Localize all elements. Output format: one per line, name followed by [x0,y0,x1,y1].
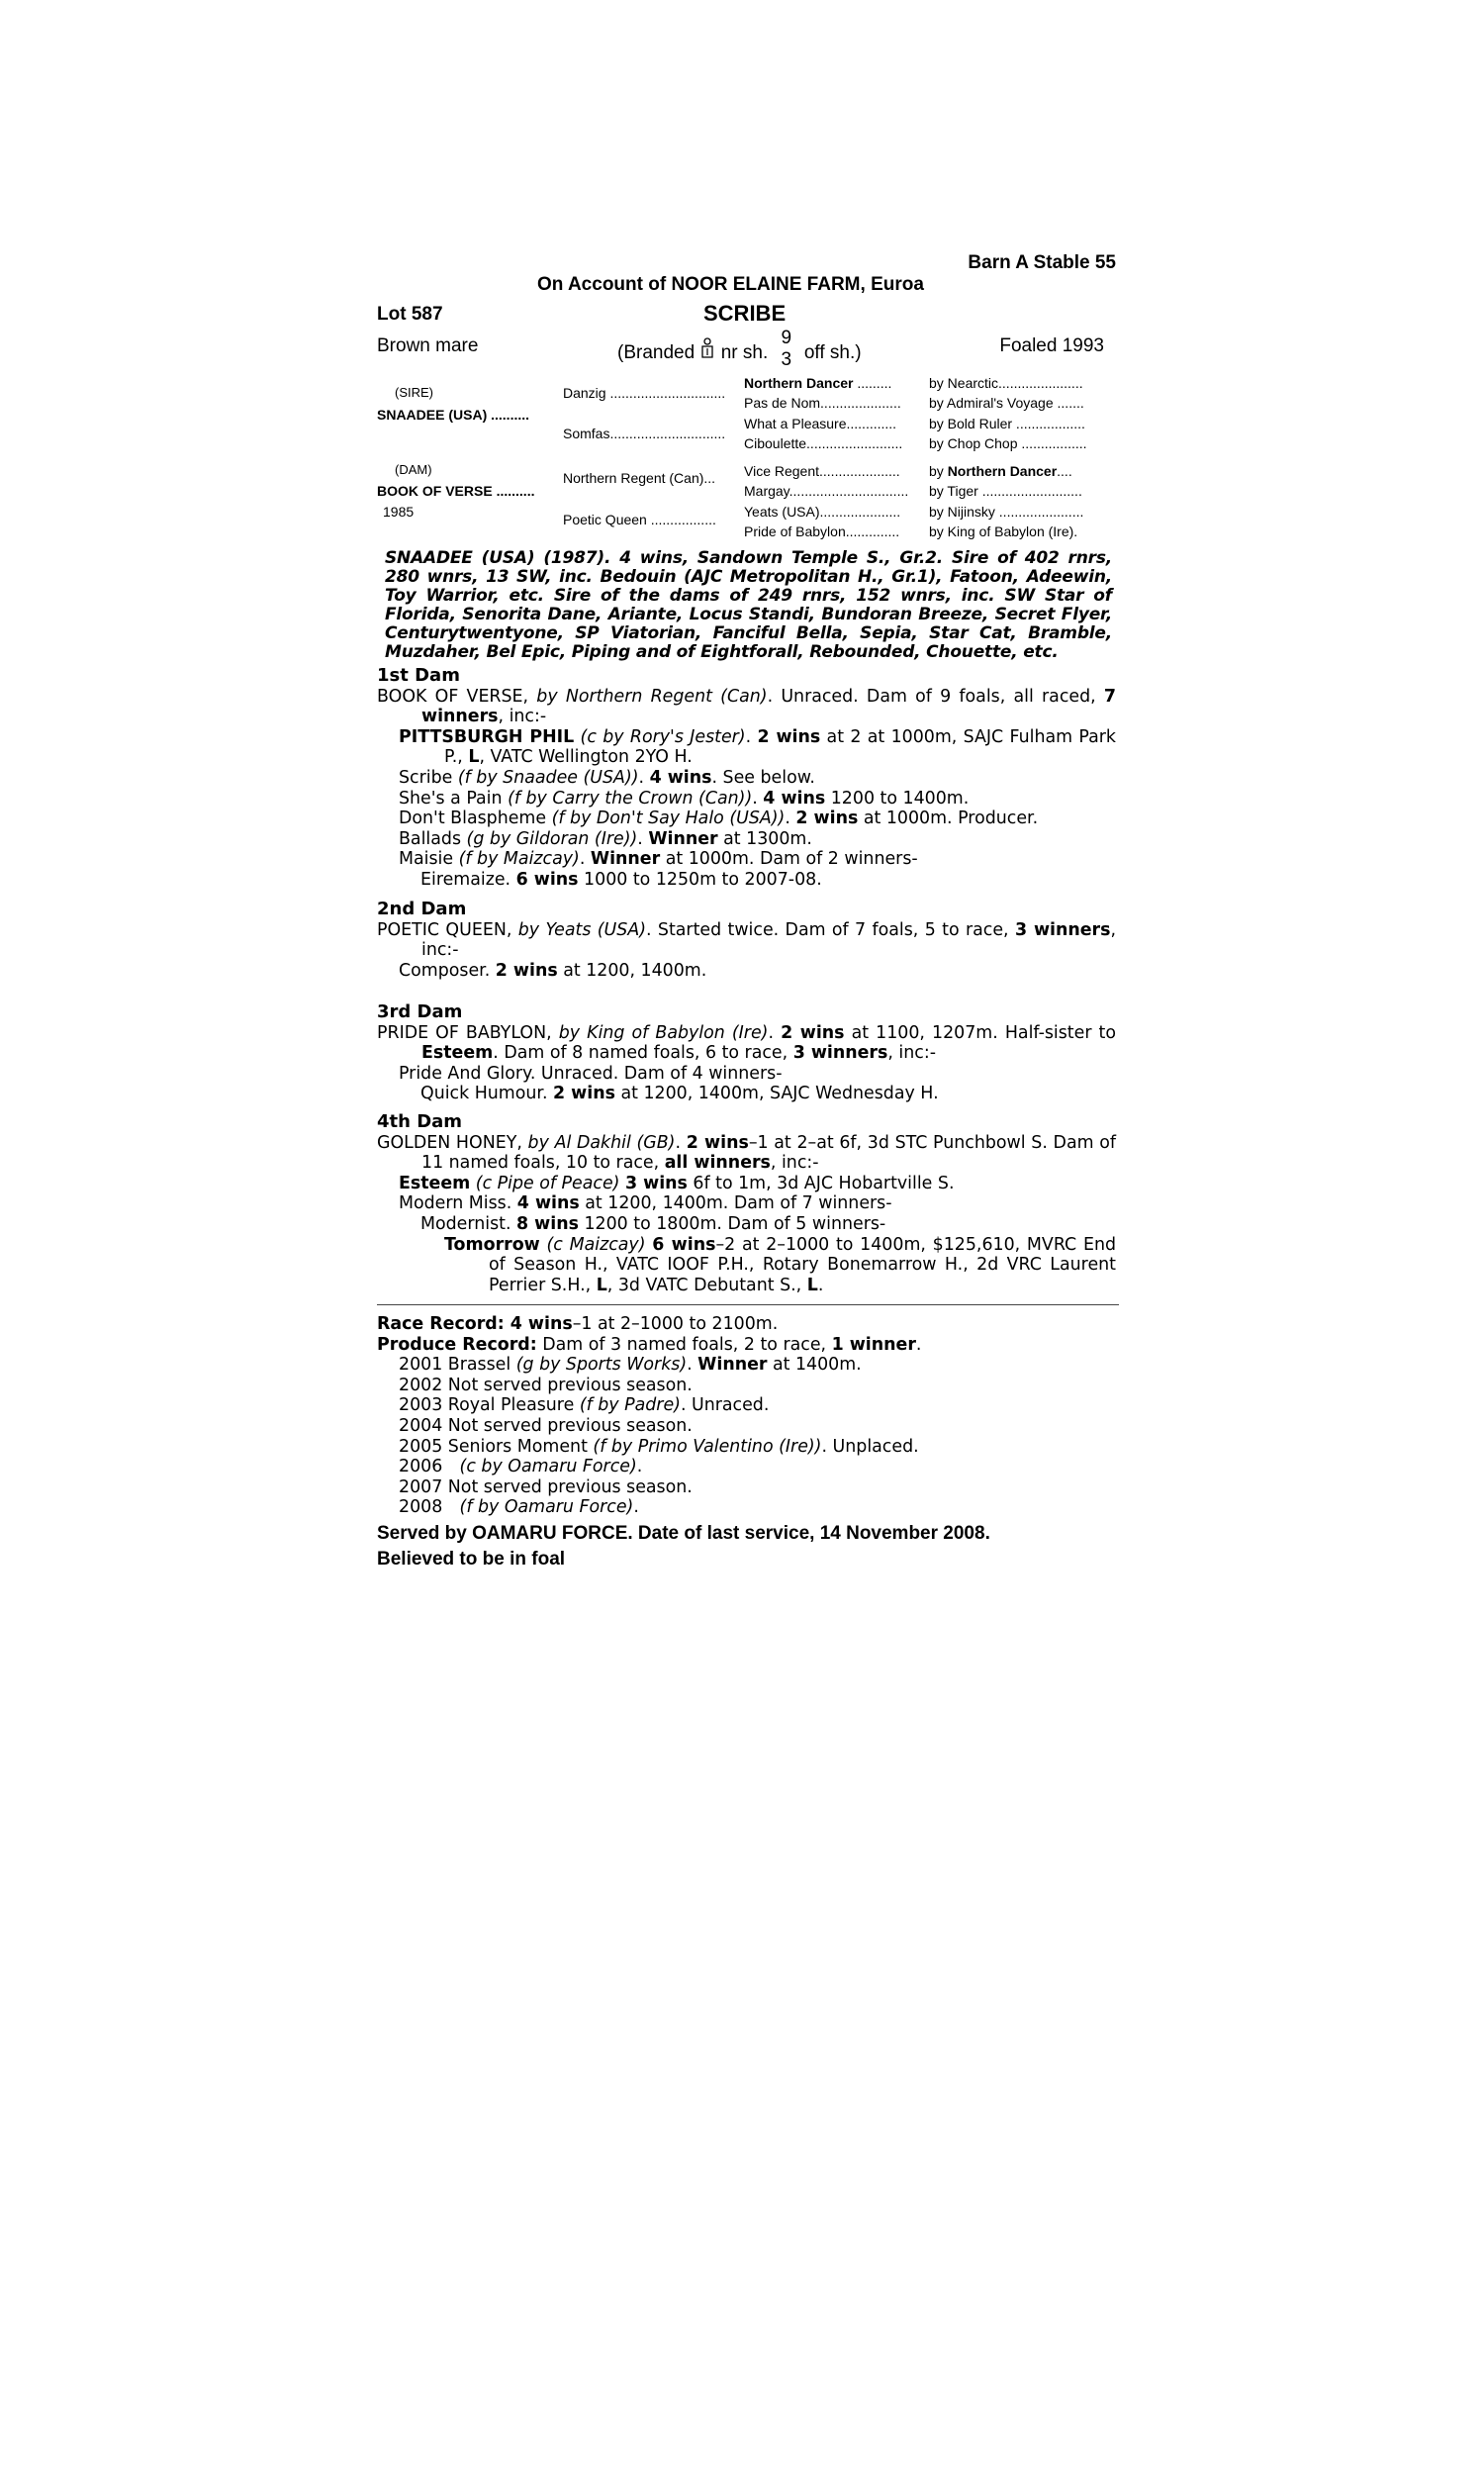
vendor-account: On Account of NOOR ELAINE FARM, Euroa [537,274,924,295]
pedigree-g3-3: by Bold Ruler .................. [929,416,1085,431]
progeny-composer: Composer. 2 wins at 1200, 1400m. [399,960,707,981]
pedigree-g3-1: by Nearctic...................... [929,375,1083,391]
pedigree-g2-4: Ciboulette......................... [744,435,903,451]
pedigree-g3-7: by Nijinsky ...................... [929,504,1084,520]
pedigree-g3-2: by Admiral's Voyage ....... [929,395,1084,411]
progeny-scribe: Scribe (f by Snaadee (USA)). 4 wins. See below. [399,767,815,788]
records-section [377,1314,1116,1570]
progeny-ballads: Ballads (g by Gildoran (Ire)). Winner at 1300m. [399,828,812,849]
brand-prefix: (Branded [617,342,696,363]
brand-suffix: off sh.) [803,342,862,363]
progeny-maisie: Maisie (f by Maizcay). Winner at 1000m. Dam of 2 winners- [399,849,918,870]
race-record: Race Record: 4 wins–1 at 2–1000 to 2100m. [377,1314,779,1334]
fourth-dam-heading: 4th Dam [377,1111,463,1132]
third-dam-heading: 3rd Dam [377,1001,463,1022]
first-dam-entry: BOOK OF VERSE, by Northern Regent (Can). Unraced. Dam of 9 foals, all raced, 7 winners, inc:- [377,686,1116,727]
pedigree-g1-4: Poetic Queen ................. [563,512,716,527]
foal-row: 2006 (c by Oamaru Force). [399,1457,643,1477]
second-dam-entry: POETIC QUEEN, by Yeats (USA). Started twice. Dam of 7 foals, 5 to race, 3 winners, inc:- [377,919,1116,961]
foal-row: 2001 Brassel (g by Sports Works). Winner at 1400m. [399,1355,862,1376]
section-divider [377,1304,1119,1305]
second-dam-section [377,900,1116,981]
pedigree-g2-2: Pas de Nom..................... [744,395,901,411]
pedigree-g2-3: What a Pleasure............. [744,416,897,431]
progeny-shes-a-pain: She's a Pain (f by Carry the Crown (Can)). 4 wins 1200 to 1400m. [399,788,970,809]
barn-stable: Barn A Stable 55 [968,252,1116,273]
foal-row: 2004 Not served previous season. [399,1415,693,1436]
second-dam-heading: 2nd Dam [377,899,467,919]
foal-row: 2002 Not served previous season. [399,1375,693,1395]
foal-row: 2007 Not served previous season. [399,1476,693,1497]
believed-in-foal: Believed to be in foal [377,1548,566,1570]
sire-name: SNAADEE (USA) .......... [377,407,530,423]
pedigree-g3-4: by Chop Chop ................. [929,435,1087,451]
third-dam-section [377,1002,1116,1104]
horse-name: SCRIBE [703,301,787,326]
progeny-quick-humour: Quick Humour. 2 wins at 1200, 1400m, SAJC Wednesday H. [420,1084,939,1104]
pedigree-g3-6: by Tiger .......................... [929,483,1082,499]
brand-near: nr sh. [720,342,769,363]
progeny-tomorrow: Tomorrow (c Maizcay) 6 wins–2 at 2–1000 to 1400m, $125,610, MVRC End of Season H., VATC IOOF P.H., Rotary Bonemarrow H., 2d VRC Laurent Perrier S.H., L, 3d VATC Debutant S., L. [444,1234,1116,1295]
foal-row: 2005 Seniors Moment (f by Primo Valentino (Ire)). Unplaced. [399,1436,919,1457]
dam-year: 1985 [383,504,415,520]
foal-row: 2003 Royal Pleasure (f by Padre). Unraced. [399,1395,770,1416]
pedigree-g1-3: Northern Regent (Can)... [563,470,716,486]
served-by: Served by OAMARU FORCE. Date of last service, 14 November 2008. [377,1522,990,1544]
first-dam-section [377,666,1116,891]
pedigree-g2-6: Margay............................... [744,483,909,499]
progeny-modern-miss: Modern Miss. 4 wins at 1200, 1400m. Dam of 7 winners- [399,1193,892,1214]
colour-sex: Brown mare [377,335,479,356]
brand-description [617,327,862,370]
pedigree-g2-8: Pride of Babylon.............. [744,523,900,539]
brand-mark-icon [699,335,715,361]
fourth-dam-entry: GOLDEN HONEY, by Al Dakhil (GB). 2 wins–1 at 2–at 6f, 3d STC Punchbowl S. Dam of 11 named foals, 10 to race, all winners, inc:- [377,1132,1117,1174]
sire-summary: SNAADEE (USA) (1987). 4 wins, Sandown Temple S., Gr.2. Sire of 402 rnrs, 280 wnrs, 13 SW, inc. Bedouin (AJC Metropolitan H., Gr.1), Fatoon, Adeewin, Toy Warrior, etc. Sire of the dams of 249 rnrs, 152 wnrs, inc. SW Star of Florida, Senorita Dane, Ariante, Locus Standi, Bundoran Breeze, Secret Flyer, Centurytwentyone, SP Viatorian, Fanciful Bella, Sepia, Star Cat, Bramble, Muzdaher, Bel Epic, Piping and of Eightforall, Rebounded, Chouette, etc. [385,548,1112,662]
pedigree-g2-1: Northern Dancer ......... [744,375,892,391]
progeny-pittsburgh-phil: PITTSBURGH PHIL (c by Rory's Jester). 2 wins at 2 at 1000m, SAJC Fulham Park P., L, VATC Wellington 2YO H. [399,726,1116,768]
pedigree-g1-1: Danzig .............................. [563,385,726,401]
pedigree-g3-8: by King of Babylon (Ire). [929,523,1078,539]
pedigree-g3-5: by Northern Dancer.... [929,463,1072,479]
dam-name: BOOK OF VERSE .......... [377,483,535,499]
brand-number-bottom: 3 [781,348,792,370]
brand-number-top: 9 [781,327,792,348]
progeny-pride-and-glory: Pride And Glory. Unraced. Dam of 4 winners- [399,1063,783,1084]
foaled-year: Foaled 1993 [999,335,1104,356]
progeny-eiremaize: Eiremaize. 6 wins 1000 to 1250m to 2007-08. [420,869,822,890]
produce-record: Produce Record: Dam of 3 named foals, 2 to race, 1 winner. [377,1334,922,1355]
progeny-esteem: Esteem (c Pipe of Peace) 3 wins 6f to 1m, 3d AJC Hobartville S. [399,1173,955,1193]
sire-label: (SIRE) [395,385,433,400]
lot-number: Lot 587 [377,304,443,325]
first-dam-heading: 1st Dam [377,665,460,686]
progeny-dont-blaspheme: Don't Blaspheme (f by Don't Say Halo (USA)). 2 wins at 1000m. Producer. [399,809,1039,829]
pedigree-g2-7: Yeats (USA)..................... [744,504,901,520]
foal-row: 2008 (f by Oamaru Force). [399,1497,639,1518]
fourth-dam-section [377,1112,1116,1295]
progeny-modernist: Modernist. 8 wins 1200 to 1800m. Dam of 5 winners- [420,1213,886,1234]
third-dam-entry: PRIDE OF BABYLON, by King of Babylon (Ire). 2 wins at 1100, 1207m. Half-sister to Esteem. Dam of 8 named foals, 6 to race, 3 winners, inc:- [377,1022,1117,1064]
pedigree-g2-5: Vice Regent..................... [744,463,900,479]
pedigree-g1-2: Somfas.............................. [563,426,726,441]
dam-label: (DAM) [395,462,432,477]
